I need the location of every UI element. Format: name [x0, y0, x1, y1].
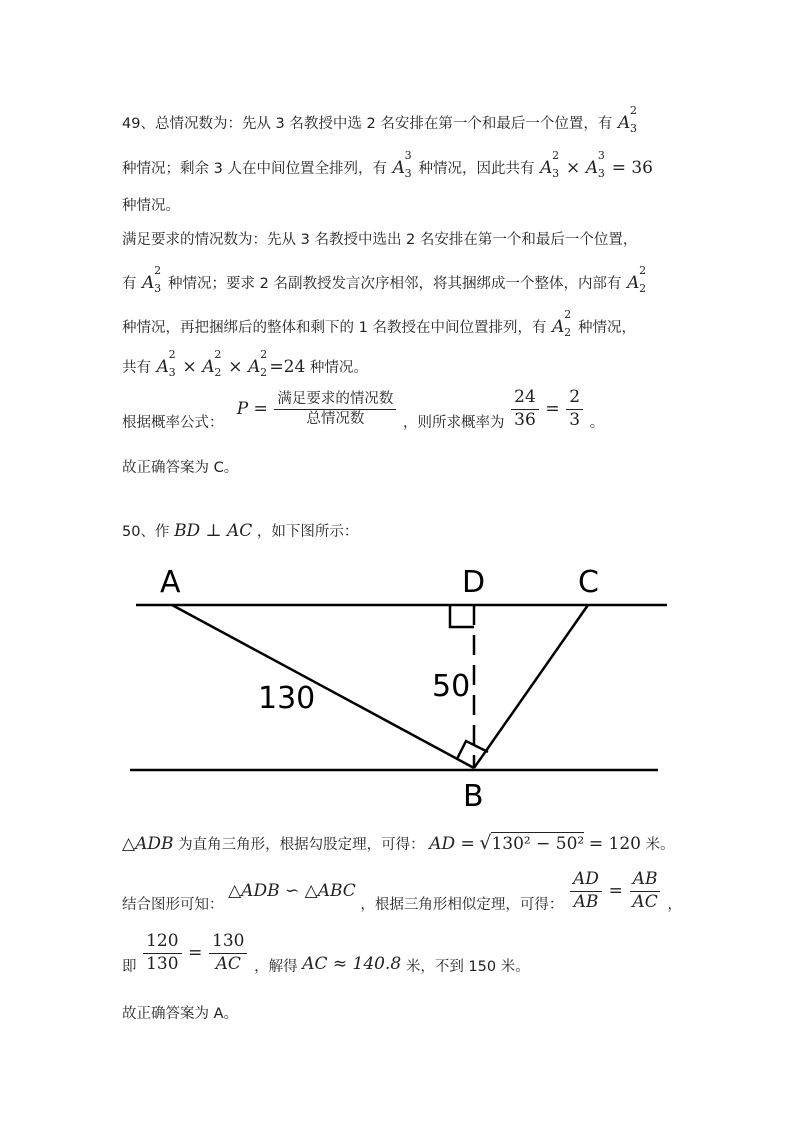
q49-line-2: 种情况；剩余 3 人在中间位置全排列，有 A 3 3 种情况，因此共有 A 2 3 × A 3 3 = 36 [122, 149, 653, 180]
q49-line-6: 种情况，再把捆绑后的整体和剩下的 1 名教授在中间位置排列，有 A 2 2 种情况， [122, 308, 636, 339]
point-label-c: C [578, 565, 599, 600]
point-label-d: D [462, 565, 486, 600]
ratio-fraction-1: $\frac{AD}{AB}$ [570, 870, 602, 912]
q49-line-1: 49、总情况数为：先从 3 名教授中选 2 名安排在第一个和最后一个位置，有 A 2 3 [122, 104, 637, 135]
q50-answer: 故正确答案为 A。 [122, 1006, 239, 1022]
q50-line-1: 50、作 BD ⊥ AC ，如下图所示： [122, 521, 359, 541]
ratio-fraction-2: $\frac{AB}{AC}$ [629, 870, 660, 912]
eq-fraction-1: $\frac{120}{130}$ [143, 932, 181, 974]
segment-ab [172, 605, 474, 768]
q49-line-4: 满足要求的情况数为：先从 3 名教授中选出 2 名安排在第一个和最后一个位置， [122, 232, 638, 248]
q49-line-8: 根据概率公式： P = $\frac{\text{满足要求的情况数}}{\text{总情况数}}$ ，则所求概率为 $\frac{24}{36}$ = $\frac{2}{3}$ 。 [122, 387, 605, 432]
segment-bc [474, 605, 588, 768]
right-angle-mark-d [450, 605, 474, 627]
perm-a33: A 3 3 [392, 149, 412, 180]
q50-line-3: 结合图形可知： △ADB ∽ △ABC ，根据三角形相似定理，可得： $\frac{AD}{AB}$ = $\frac{AB}{AC}$ ， [122, 869, 682, 914]
q49-answer: 故正确答案为 C。 [122, 460, 239, 476]
point-label-a: A [160, 565, 181, 600]
probability-formula: $\frac{\text{满足要求的情况数}}{\text{总情况数}}$ [274, 391, 396, 427]
q49-line-5: 有 A 2 3 种情况；要求 2 名副教授发言次序相邻，将其捆绑成一个整体，内部有 A 2 2 [122, 264, 647, 295]
length-label-bd: 50 [432, 669, 471, 704]
length-label-ab: 130 [258, 681, 316, 716]
sqrt-expression: √130² − 50² [479, 832, 585, 854]
prob-fraction-1: $\frac{24}{36}$ [511, 388, 539, 430]
perm-a32: A 2 3 [617, 104, 637, 135]
q49-line-7: 共有 A 2 3 × A 2 2 × A 2 2 =24 种情况。 [122, 348, 368, 379]
q50-line-2: △ADB 为直角三角形，根据勾股定理，可得： AD = √130² − 50² = 120 米。 [122, 832, 675, 854]
prob-fraction-2: $\frac{2}{3}$ [566, 388, 583, 430]
eq-fraction-2: $\frac{130}{AC}$ [209, 932, 247, 974]
q49-line-3: 种情况。 [122, 198, 180, 214]
point-label-b: B [463, 779, 484, 814]
q50-line-4: 即 $\frac{120}{130}$ = $\frac{130}{AC}$ ，解得 AC ≈ 140.8 米，不到 150 米。 [122, 931, 530, 976]
